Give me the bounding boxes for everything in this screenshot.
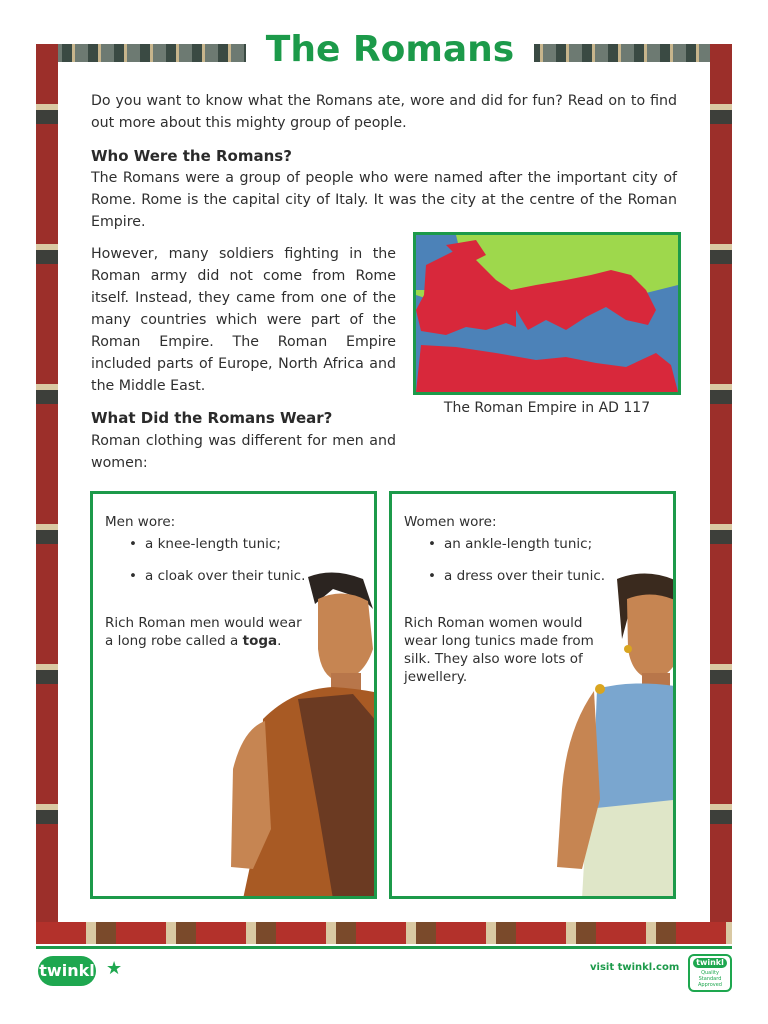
woman-brooch xyxy=(595,684,605,694)
bullet-icon: • xyxy=(428,536,436,552)
bullet-icon: • xyxy=(129,536,137,552)
heading-who-were-the-romans: Who Were the Romans? xyxy=(91,147,292,165)
roman-empire-map xyxy=(413,232,681,395)
men-description-end: . xyxy=(277,633,282,649)
list-item-text: an ankle-length tunic; xyxy=(444,536,593,552)
list-item xyxy=(404,534,605,554)
woman-earring xyxy=(624,645,632,653)
intro-paragraph: Do you want to know what the Romans ate, wore and did for fun? Read on to find out more about this mighty group of people. xyxy=(91,93,677,131)
roman-man-illustration xyxy=(223,569,377,899)
page-title: The Romans xyxy=(265,29,515,70)
list-item-text: a cloak over their tunic. xyxy=(145,568,306,584)
wear-paragraph: Roman clothing was different for men and women: xyxy=(91,433,396,471)
quality-badge xyxy=(688,954,732,992)
footer-divider xyxy=(36,946,732,949)
toga-term: toga xyxy=(242,633,278,649)
man-face xyxy=(318,593,373,681)
who-paragraph-2: However, many soldiers fighting in the Roman army did not come from Rome itself. Instead, they came from one of the many countries which were part of the Roman Empire. The Roman Empire included parts of Europe, North Africa and the Middle East. xyxy=(91,246,396,394)
decorative-border-right xyxy=(710,44,732,944)
map-illustration xyxy=(416,235,678,392)
who-paragraph-1: The Romans were a group of people who were named after the important city of Rome. Rome is the capital city of Italy. It was the city at the centre of the Roman Empire. xyxy=(91,170,677,230)
women-intro: Women wore: xyxy=(404,514,497,530)
footer-link[interactable]: visit twinkl.com xyxy=(590,962,680,973)
women-clothing-card xyxy=(389,491,676,899)
men-clothing-card xyxy=(90,491,377,899)
decorative-border-left xyxy=(36,44,58,944)
badge-logo: twinkl xyxy=(693,958,727,968)
star-icon: ★ xyxy=(106,958,123,979)
woman-dress xyxy=(592,683,676,819)
men-intro: Men wore: xyxy=(105,514,176,530)
twinkl-logo[interactable]: twinkl xyxy=(38,956,96,986)
list-item xyxy=(105,534,305,554)
bullet-icon: • xyxy=(428,568,436,584)
list-item-text: a dress over their tunic. xyxy=(444,568,606,584)
bullet-icon: • xyxy=(129,568,137,584)
map-caption: The Roman Empire in AD 117 xyxy=(443,400,651,416)
list-item-text: a knee-length tunic; xyxy=(145,536,281,552)
badge-text: Quality Standard Approved xyxy=(698,970,722,988)
heading-what-did-the-romans-wear: What Did the Romans Wear? xyxy=(91,409,333,427)
women-description: Rich Roman women would wear long tunics made from silk. They also wore lots of jewellery. xyxy=(404,615,594,685)
woman-face xyxy=(627,594,676,679)
men-description-text: Rich Roman men would wear a long robe called a xyxy=(105,615,302,649)
roman-woman-illustration xyxy=(542,569,676,899)
decorative-border-bottom xyxy=(36,922,732,944)
